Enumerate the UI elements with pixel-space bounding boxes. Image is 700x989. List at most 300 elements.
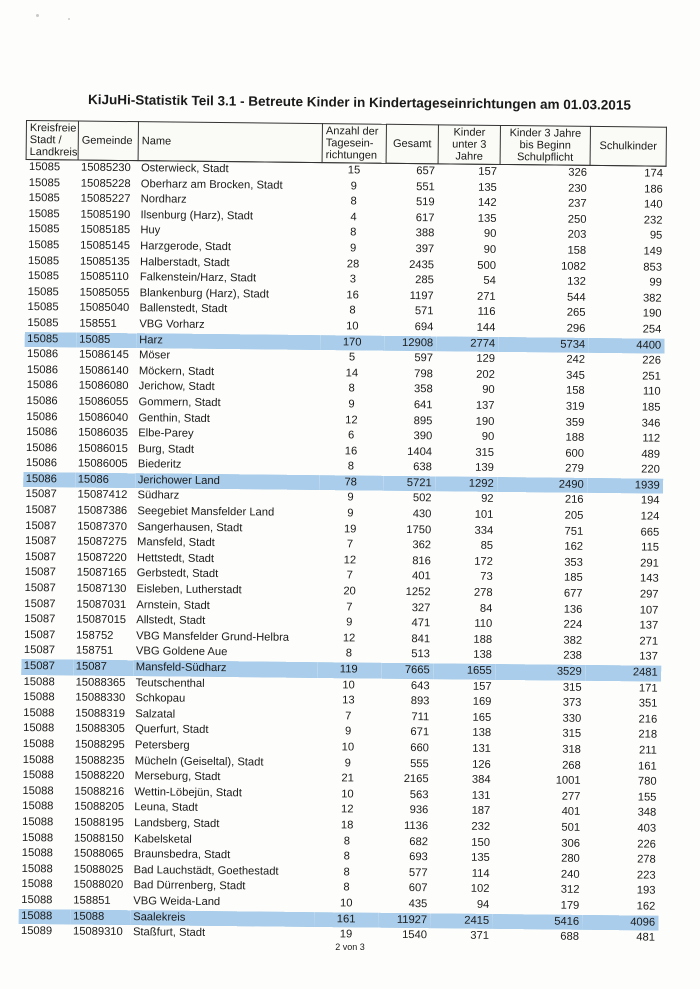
cell-schulkinder: 171: [638, 682, 658, 695]
cell-3-bis-schulpflicht: 319: [565, 400, 585, 413]
cell-unter-3: 187: [471, 805, 491, 818]
cell-unter-3: 188: [473, 633, 493, 646]
cell-gemeinde: 15086145: [78, 348, 129, 362]
cell-gesamt: 5721: [383, 476, 435, 492]
cell-gesamt: 711: [411, 710, 430, 724]
cell-kreis: 15088: [21, 878, 53, 891]
cell-gesamt: 936: [409, 804, 429, 817]
cell-unter-3: 371: [470, 929, 490, 942]
cell-schulkinder: 4096: [582, 914, 658, 930]
cell-name: Querfurt, Stadt: [135, 723, 209, 737]
cell-unter-3: 90: [481, 430, 495, 444]
cell-schulkinder: 112: [642, 432, 661, 445]
cell-name: Staßfurt, Stadt: [132, 926, 206, 940]
cell-3-bis-schulpflicht: 318: [562, 743, 581, 756]
cell-name: Allstedt, Stadt: [136, 614, 206, 628]
cell-gemeinde: 15089310: [72, 925, 123, 939]
cell-name: Osterwieck, Stadt: [140, 162, 229, 176]
cell-unter-3: 138: [472, 727, 492, 740]
cell-3-bis-schulpflicht: 136: [563, 603, 583, 616]
cell-gemeinde: 15087386: [77, 504, 128, 518]
cell-name: Eisleben, Lutherstadt: [136, 583, 242, 597]
cell-schulkinder: 99: [649, 276, 662, 289]
cell-kreis: 15086: [26, 441, 58, 455]
cell-unter-3: 157: [472, 680, 492, 693]
cell-schulkinder: 124: [640, 510, 660, 523]
cell-schulkinder: 211: [639, 744, 657, 757]
cell-gesamt: 1540: [402, 929, 428, 942]
cell-schulkinder: 382: [642, 292, 662, 305]
cell-anzahl: 7: [346, 538, 354, 551]
cell-unter-3: 131: [471, 789, 491, 802]
cell-kreis: 15085: [28, 238, 60, 252]
cell-3-bis-schulpflicht: 382: [563, 634, 583, 647]
cell-anzahl: 9: [350, 179, 357, 193]
cell-3-bis-schulpflicht: 544: [566, 291, 586, 304]
cell-schulkinder: 143: [639, 572, 659, 586]
cell-gemeinde: 15087275: [77, 535, 127, 549]
cell-schulkinder: 226: [637, 837, 657, 851]
cell-gesamt: 671: [410, 726, 430, 739]
cell-schulkinder: 110: [642, 385, 661, 398]
cell-name: VBG Vorharz: [139, 318, 205, 331]
cell-3-bis-schulpflicht: 237: [567, 197, 587, 211]
cell-anzahl: 8: [343, 850, 350, 863]
cell-unter-3: 85: [480, 540, 494, 553]
cell-gesamt: 895: [413, 414, 433, 427]
cell-kreis: 15088: [22, 815, 54, 829]
cell-kreis: 15087: [21, 659, 73, 675]
cell-3-bis-schulpflicht: 326: [568, 166, 588, 179]
cell-gesamt: 693: [409, 851, 428, 864]
cell-anzahl: 8: [343, 866, 350, 879]
cell-name: Kabelsketal: [133, 832, 192, 846]
cell-anzahl: 9: [344, 725, 352, 738]
cell-schulkinder: 291: [640, 557, 659, 570]
cell-anzahl: 13: [342, 694, 355, 707]
cell-3-bis-schulpflicht: 3529: [495, 664, 585, 681]
cell-schulkinder: 2481: [585, 665, 661, 681]
cell-gesamt: 388: [415, 227, 435, 240]
table-body: [18, 160, 666, 947]
header-gesamt: Gesamt: [386, 124, 438, 164]
cell-name: Ilsenburg (Harz), Stadt: [140, 208, 254, 223]
cell-kreis: 15088: [21, 862, 53, 876]
cell-kreis: 15088: [21, 847, 54, 860]
cell-schulkinder: 665: [640, 526, 660, 539]
cell-name: Saalekreis: [130, 910, 314, 928]
cell-name: Harz: [136, 333, 320, 351]
cell-gemeinde: 15086080: [78, 379, 129, 393]
cell-gemeinde: 15088195: [74, 816, 124, 830]
cell-anzahl: 19: [343, 523, 357, 536]
cell-name: VBG Mansfelder Grund-Helbra: [136, 629, 290, 644]
cell-name: Bad Dürrenberg, Stadt: [133, 879, 246, 893]
page-title: KiJuHi-Statistik Teil 3.1 - Betreute Kinder in Kindertageseinrichtungen am 01.03.2015: [87, 92, 631, 113]
cell-name: Oberharz am Brocken, Stadt: [140, 177, 283, 192]
cell-gemeinde: 15088205: [74, 800, 125, 814]
cell-schulkinder: 216: [638, 713, 658, 726]
cell-unter-3: 116: [477, 306, 496, 319]
cell-unter-3: 190: [475, 415, 495, 428]
cell-gesamt: 435: [408, 897, 428, 911]
cell-kreis: 15088: [23, 722, 55, 735]
cell-anzahl: 20: [343, 585, 356, 598]
cell-name: Wettin-Löbejün, Stadt: [134, 785, 242, 800]
cell-name: Petersberg: [134, 739, 190, 752]
cell-gemeinde: 15088305: [75, 722, 125, 736]
cell-gemeinde: 15086035: [78, 426, 129, 440]
cell-3-bis-schulpflicht: 203: [567, 229, 587, 242]
cell-gemeinde: 15085055: [79, 286, 130, 299]
cell-kreis: 15086: [26, 426, 58, 439]
cell-schulkinder: 186: [644, 183, 663, 196]
cell-anzahl: 119: [317, 662, 381, 678]
cell-schulkinder: 155: [637, 791, 657, 804]
cell-schulkinder: 226: [642, 354, 662, 367]
cell-schulkinder: 232: [643, 214, 663, 227]
cell-unter-3: 1655: [433, 663, 495, 679]
cell-kreis: 15088: [21, 893, 53, 907]
cell-name: Merseburg, Stadt: [134, 770, 221, 784]
cell-unter-3: 139: [475, 462, 494, 475]
cell-gemeinde: 15085228: [80, 177, 131, 190]
header-kreis: Kreisfreie Stadt / Landkreis: [26, 121, 78, 161]
cell-gesamt: 11927: [378, 912, 430, 928]
cell-gesamt: 682: [409, 835, 429, 848]
cell-gesamt: 362: [412, 539, 432, 552]
cell-schulkinder: 137: [639, 650, 658, 664]
cell-gemeinde: 15088020: [73, 878, 124, 892]
cell-schulkinder: 95: [649, 229, 663, 243]
cell-gesamt: 471: [411, 617, 431, 630]
cell-gemeinde: 15088065: [73, 847, 124, 861]
cell-3-bis-schulpflicht: 230: [568, 182, 587, 195]
cell-schulkinder: 780: [637, 775, 657, 788]
cell-name: Genthin, Stadt: [138, 411, 210, 425]
cell-schulkinder: 220: [641, 463, 660, 476]
cell-anzahl: 8: [350, 195, 357, 208]
cell-kreis: 15089: [20, 925, 53, 938]
cell-gemeinde: 15088330: [75, 691, 126, 705]
cell-anzahl: 10: [341, 788, 354, 801]
scan-speck: [36, 14, 39, 17]
cell-name: Harzgerode, Stadt: [140, 240, 232, 254]
cell-gemeinde: 15085135: [79, 255, 130, 268]
cell-name: Ballenstedt, Stadt: [139, 302, 228, 316]
cell-anzahl: 9: [348, 398, 355, 411]
cell-anzahl: 3: [349, 273, 357, 286]
cell-schulkinder: 161: [638, 760, 657, 773]
page-number: 2 von 3: [335, 942, 365, 952]
cell-unter-3: 101: [474, 508, 494, 521]
cell-gemeinde: 158751: [75, 644, 114, 658]
cell-anzahl: 14: [345, 367, 359, 380]
cell-name: Falkenstein/Harz, Stadt: [139, 271, 257, 285]
cell-unter-3: 94: [476, 898, 490, 911]
cell-gesamt: 12908: [384, 335, 436, 351]
cell-kreis: 15088: [22, 769, 54, 782]
cell-unter-3: 232: [471, 820, 491, 833]
cell-unter-3: 129: [476, 352, 496, 366]
cell-gemeinde: 15085145: [80, 239, 131, 253]
cell-gesamt: 694: [414, 321, 434, 334]
cell-gemeinde: 15088319: [75, 707, 126, 720]
cell-schulkinder: 1939: [587, 478, 663, 494]
cell-unter-3: 169: [472, 695, 492, 709]
cell-kreis: 15087: [24, 566, 56, 579]
cell-name: Burg, Stadt: [137, 442, 195, 456]
cell-kreis: 15087: [24, 550, 57, 564]
cell-gemeinde: 15088365: [75, 676, 126, 689]
cell-anzahl: 7: [345, 710, 352, 723]
cell-kreis: 15085: [28, 207, 60, 221]
cell-gesamt: 1197: [409, 289, 434, 303]
cell-schulkinder: 278: [637, 853, 656, 866]
cell-gemeinde: 15085190: [80, 208, 131, 221]
cell-gesamt: 551: [416, 180, 435, 193]
cell-kreis: 15086: [26, 379, 58, 392]
cell-3-bis-schulpflicht: 224: [563, 618, 583, 632]
cell-3-bis-schulpflicht: 373: [562, 696, 582, 710]
cell-anzahl: 9: [349, 242, 357, 255]
cell-name: Jerichower Land: [135, 473, 319, 491]
cell-anzahl: 10: [342, 678, 355, 692]
cell-gesamt: 597: [414, 352, 434, 365]
cell-anzahl: 28: [346, 257, 360, 271]
cell-gemeinde: 15088025: [73, 863, 124, 876]
cell-anzahl: 8: [343, 834, 351, 847]
cell-3-bis-schulpflicht: 162: [564, 540, 584, 554]
cell-anzahl: 7: [346, 601, 353, 614]
cell-schulkinder: 137: [639, 619, 659, 632]
cell-unter-3: 90: [483, 228, 497, 241]
cell-unter-3: 84: [479, 602, 493, 615]
cell-unter-3: 131: [472, 742, 492, 755]
cell-gemeinde: 158752: [76, 629, 114, 642]
cell-anzahl: 8: [349, 304, 356, 317]
cell-name: Hettstedt, Stadt: [136, 552, 215, 565]
cell-gesamt: 2435: [409, 258, 435, 271]
cell-gesamt: 397: [415, 243, 435, 256]
cell-schulkinder: 251: [642, 370, 661, 383]
cell-gemeinde: 15085227: [80, 192, 131, 206]
cell-unter-3: 150: [471, 836, 491, 849]
cell-schulkinder: 115: [641, 541, 660, 554]
cell-name: Blankenburg (Harz), Stadt: [139, 286, 270, 301]
header-unter-3: Kinder unter 3 Jahre: [438, 125, 500, 165]
cell-gesamt: 571: [414, 305, 434, 318]
cell-3-bis-schulpflicht: 306: [561, 837, 581, 850]
cell-gesamt: 563: [409, 788, 429, 802]
cell-gemeinde: 15087015: [76, 613, 127, 627]
table-header-row: [26, 121, 666, 167]
cell-kreis: 15086: [26, 410, 58, 423]
cell-unter-3: 315: [475, 446, 495, 459]
cell-name: Bad Lauchstädt, Goethestadt: [133, 863, 279, 878]
cell-unter-3: 271: [476, 290, 496, 303]
cell-unter-3: 334: [474, 524, 494, 537]
cell-kreis: 15087: [24, 613, 56, 626]
cell-unter-3: 73: [480, 571, 493, 584]
cell-unter-3: 135: [471, 851, 490, 865]
cell-name: Landsberg, Stadt: [134, 817, 220, 831]
cell-anzahl: 8: [348, 382, 355, 395]
cell-name: Biederitz: [137, 458, 182, 471]
cell-gemeinde: 15088220: [74, 769, 125, 783]
cell-gesamt: 1750: [406, 523, 432, 536]
cell-gemeinde: 15086015: [78, 442, 128, 455]
cell-gesamt: 358: [413, 383, 433, 396]
cell-gemeinde: 158551: [79, 317, 117, 330]
cell-unter-3: 142: [477, 196, 497, 210]
statistics-table-container: [17, 120, 666, 946]
cell-anzahl: 12: [343, 554, 357, 567]
cell-gesamt: 7665: [381, 663, 433, 679]
cell-3-bis-schulpflicht: 280: [561, 852, 580, 865]
cell-gesamt: 502: [412, 492, 432, 505]
cell-kreis: 15085: [27, 254, 60, 267]
cell-3-bis-schulpflicht: 240: [560, 868, 580, 881]
cell-schulkinder: 403: [637, 822, 657, 835]
cell-schulkinder: 489: [641, 448, 661, 461]
cell-3-bis-schulpflicht: 1082: [561, 260, 587, 273]
cell-schulkinder: 348: [637, 806, 657, 819]
cell-3-bis-schulpflicht: 250: [567, 213, 587, 226]
cell-anzahl: 18: [340, 819, 354, 832]
cell-gemeinde: 15088216: [74, 785, 125, 798]
cell-3-bis-schulpflicht: 268: [562, 759, 581, 772]
cell-kreis: 15088: [22, 784, 54, 798]
cell-name: Mansfeld-Südharz: [133, 660, 317, 678]
cell-unter-3: 172: [474, 555, 493, 568]
cell-schulkinder: 194: [640, 494, 660, 508]
cell-schulkinder: 218: [638, 728, 658, 742]
cell-unter-3: 384: [471, 773, 491, 787]
cell-schulkinder: 140: [643, 198, 663, 211]
cell-anzahl: 8: [345, 647, 353, 660]
cell-kreis: 15088: [21, 831, 54, 844]
cell-3-bis-schulpflicht: 751: [564, 525, 584, 538]
cell-gesamt: 1136: [404, 819, 429, 833]
cell-gesamt: 638: [413, 461, 432, 474]
cell-name: Teutschenthal: [135, 676, 205, 690]
cell-gesamt: 643: [410, 679, 430, 692]
cell-kreis: 15087: [24, 628, 56, 642]
cell-3-bis-schulpflicht: 216: [564, 494, 584, 507]
cell-gesamt: 577: [408, 866, 428, 879]
cell-anzahl: 21: [341, 772, 354, 785]
cell-schulkinder: 271: [639, 635, 659, 648]
cell-unter-3: 135: [478, 181, 497, 194]
cell-gemeinde: 15087: [73, 660, 133, 676]
cell-gemeinde: 15086005: [77, 457, 128, 471]
cell-3-bis-schulpflicht: 279: [565, 462, 584, 476]
header-schulkinder: Schulkinder: [590, 126, 666, 166]
cell-name: Gommern, Stadt: [138, 396, 221, 409]
cell-kreis: 15085: [28, 161, 61, 174]
cell-gemeinde: 15088295: [74, 738, 125, 752]
scan-speck: [68, 18, 70, 20]
cell-gesamt: 430: [412, 508, 432, 521]
cell-kreis: 15085: [24, 332, 76, 348]
cell-unter-3: 90: [482, 384, 495, 397]
cell-kreis: 15087: [25, 488, 57, 501]
cell-anzahl: 19: [339, 928, 353, 941]
cell-gemeinde: 15086055: [78, 395, 129, 408]
cell-anzahl: 9: [347, 507, 354, 520]
cell-kreis: 15086: [26, 348, 59, 361]
cell-name: Sangerhausen, Stadt: [137, 520, 243, 534]
cell-name: Huy: [140, 224, 161, 237]
cell-gemeinde: 15087220: [76, 551, 127, 564]
cell-kreis: 15086: [23, 472, 75, 488]
cell-unter-3: 137: [475, 399, 495, 412]
cell-name: Südharz: [137, 489, 180, 503]
cell-gesamt: 607: [408, 882, 428, 895]
cell-gemeinde: 15085230: [80, 161, 131, 175]
cell-unter-3: 2774: [436, 336, 498, 352]
cell-gesamt: 1404: [407, 445, 433, 458]
cell-anzahl: 161: [314, 912, 378, 928]
cell-gesamt: 816: [412, 554, 431, 568]
cell-gemeinde: 15085040: [79, 301, 130, 315]
cell-unter-3: 114: [471, 867, 490, 880]
cell-unter-3: 126: [472, 758, 491, 771]
cell-gemeinde: 15088150: [73, 832, 124, 845]
cell-schulkinder: 107: [639, 604, 659, 617]
cell-schulkinder: 853: [643, 261, 663, 274]
cell-gemeinde: 15086040: [78, 411, 129, 424]
cell-gesamt: 519: [415, 196, 435, 209]
cell-gemeinde: 15087412: [77, 489, 128, 502]
cell-gesamt: 798: [414, 367, 433, 380]
cell-3-bis-schulpflicht: 353: [564, 556, 583, 569]
cell-3-bis-schulpflicht: 158: [565, 384, 585, 398]
cell-unter-3: 92: [481, 493, 494, 506]
cell-3-bis-schulpflicht: 185: [563, 572, 583, 585]
cell-kreis: 15085: [28, 176, 61, 189]
cell-unter-3: 144: [476, 321, 496, 334]
cell-name: Nordharz: [140, 193, 187, 206]
cell-kreis: 15088: [23, 691, 55, 704]
cell-gemeinde: 15088: [70, 909, 130, 925]
cell-anzahl: 9: [347, 491, 354, 504]
cell-unter-3: 110: [474, 617, 493, 631]
cell-unter-3: 2415: [430, 913, 492, 929]
cell-kreis: 15088: [23, 675, 55, 688]
cell-anzahl: 9: [344, 756, 351, 769]
cell-gesamt: 617: [415, 211, 435, 225]
cell-gesamt: 2165: [403, 773, 429, 786]
cell-kreis: 15088: [22, 737, 55, 751]
cell-3-bis-schulpflicht: 401: [561, 805, 581, 819]
cell-kreis: 15085: [28, 192, 60, 205]
cell-name: Seegebiet Mansfelder Land: [137, 505, 275, 519]
cell-gesamt: 555: [410, 757, 429, 770]
cell-schulkinder: 190: [642, 307, 662, 321]
cell-name: Arnstein, Stadt: [136, 598, 210, 612]
cell-gesamt: 513: [411, 648, 430, 661]
cell-3-bis-schulpflicht: 179: [560, 899, 580, 912]
cell-3-bis-schulpflicht: 688: [560, 930, 580, 943]
cell-name: Elbe-Parey: [138, 427, 194, 440]
cell-name: Möser: [138, 349, 171, 362]
cell-unter-3: 1292: [435, 476, 497, 492]
cell-3-bis-schulpflicht: 330: [562, 712, 582, 725]
cell-anzahl: 6: [348, 429, 355, 442]
cell-name: Gerbstedt, Stadt: [136, 567, 219, 581]
